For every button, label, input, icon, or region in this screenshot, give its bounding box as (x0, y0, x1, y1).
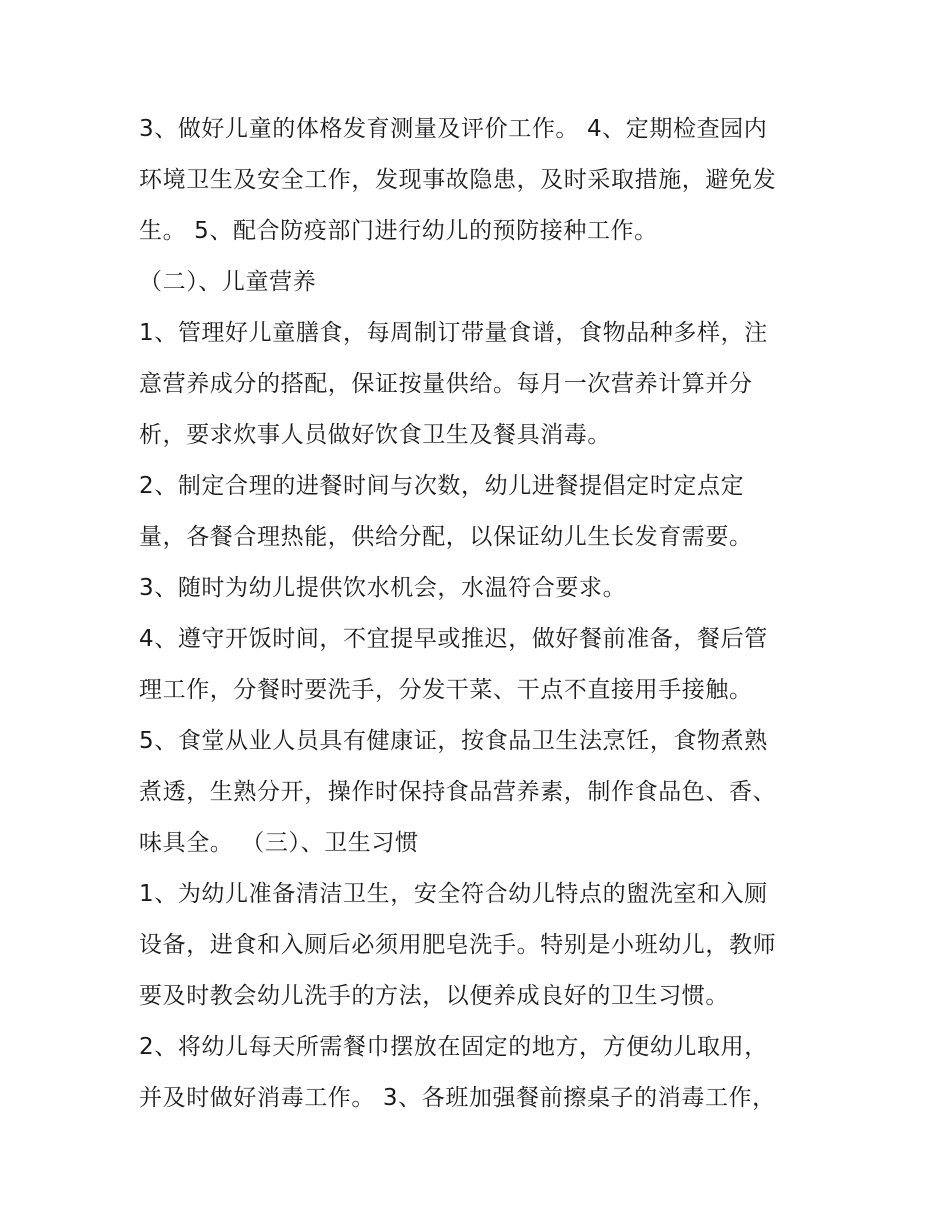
text-line: 意营养成分的搭配，保证按量供给。每月一次营养计算并分 (139, 371, 753, 397)
text-line: 1、管理好儿童膳食，每周制订带量食谱，食物品种多样，注 (139, 320, 768, 346)
text-line: 3、做好儿童的体格发育测量及评价工作。 4、定期检查园内 (139, 116, 768, 142)
text-line: 环境卫生及安全工作，发现事故隐患，及时采取措施，避免发 (139, 167, 777, 193)
text-line: 4、遵守开饭时间，不宜提早或推迟，做好餐前准备，餐后管 (139, 626, 768, 652)
text-line: 味具全。 （三）、卫生习惯 (139, 830, 419, 856)
text-line: 煮透，生熟分开，操作时保持食品营养素，制作食品色、香、 (139, 779, 777, 805)
text-line: 3、随时为幼儿提供饮水机会，水温符合要求。 (139, 575, 627, 601)
text-line: 2、将幼儿每天所需餐巾摆放在固定的地方，方便幼儿取用， (139, 1034, 768, 1060)
text-line: 析，要求炊事人员做好饮食卫生及餐具消毒。 (139, 422, 611, 448)
text-line: 1、为幼儿准备清洁卫生，安全符合幼儿特点的盥洗室和入厕 (139, 881, 768, 907)
text-line: 量，各餐合理热能，供给分配，以保证幼儿生长发育需要。 (139, 524, 753, 550)
text-line: 要及时教会幼儿洗手的方法，以便养成良好的卫生习惯。 (139, 983, 729, 1009)
section-heading: （二）、儿童营养 (139, 269, 317, 295)
text-line: 2、制定合理的进餐时间与次数，幼儿进餐提倡定时定点定 (139, 473, 745, 499)
text-line: 5、食堂从业人员具有健康证，按食品卫生法烹饪，食物煮熟 (139, 728, 768, 754)
text-line: 设备，进食和入厕后必须用肥皂洗手。特别是小班幼儿，教师 (139, 932, 777, 958)
text-line: 生。 5、配合防疫部门进行幼儿的预防接种工作。 (139, 218, 658, 244)
document-body (139, 104, 829, 1124)
text-line: 并及时做好消毒工作。 3、各班加强餐前擦桌子的消毒工作， (139, 1085, 776, 1111)
text-line: 理工作，分餐时要洗手，分发干菜、干点不直接用手接触。 (139, 677, 753, 703)
